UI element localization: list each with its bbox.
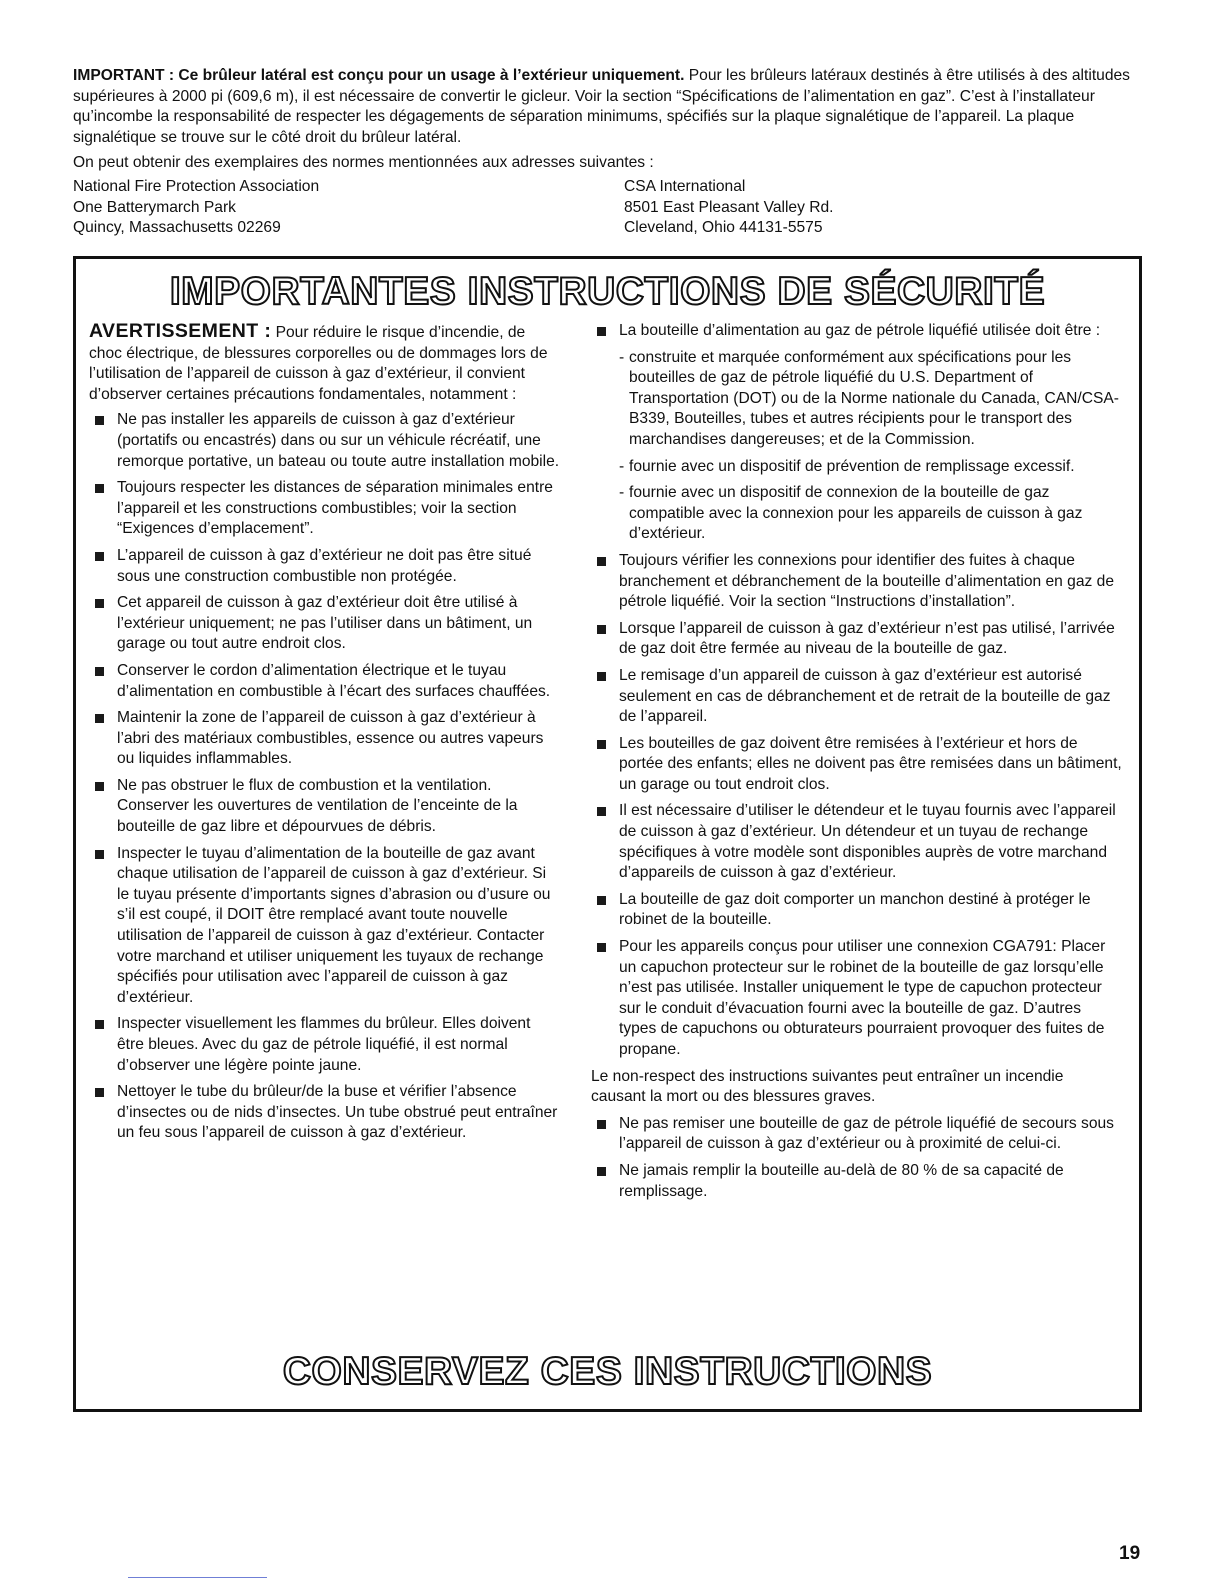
square-bullet-icon xyxy=(597,896,606,905)
list-item xyxy=(591,619,1122,660)
dash-marker: - xyxy=(619,484,625,502)
list-item-text: Ne jamais remplir la bouteille au-delà de 80 % de sa capacité de remplissage. xyxy=(619,1161,1064,1200)
list-item-text: Maintenir la zone de l’appareil de cuisson à gaz d’extérieur à l’abri des matériaux combustibles, essence ou autres vapeurs ou liquides inflammables. xyxy=(117,709,544,768)
list-item-text: Lorsque l’appareil de cuisson à gaz d’extérieur n’est pas utilisé, l’arrivée de gaz doit être fermée au niveau de la bouteille de gaz. xyxy=(619,619,1115,658)
square-bullet-icon xyxy=(95,714,104,723)
square-bullet-icon xyxy=(95,484,104,493)
list-item xyxy=(591,937,1122,1061)
square-bullet-icon xyxy=(597,327,606,336)
list-item-text: Les bouteilles de gaz doivent être remisées à l’extérieur et hors de portée des enfants; elles ne doivent pas être remisées dans un bâtiment, un garage ou tout endroit clos. xyxy=(619,734,1122,793)
list-item-text: Inspecter visuellement les flammes du brûleur. Elles doivent être bleues. Avec du gaz de pétrole liquéfié, il est normal d’observer une légère pointe jaune. xyxy=(117,1015,531,1074)
list-item xyxy=(89,776,561,838)
sub-list-item-text: fournie avec un dispositif de connexion de la bouteille de gaz compatible avec la connexion pour les appareils de cuisson à gaz d’extérieur. xyxy=(629,484,1083,543)
warning-paragraph xyxy=(89,321,561,405)
list-item-text: Le remisage d’un appareil de cuisson à gaz d’extérieur est autorisé seulement en cas de débranchement et de retrait de la bouteille de gaz de l’appareil. xyxy=(619,666,1111,726)
list-item-text: Ne pas installer les appareils de cuisson à gaz d’extérieur (portatifs ou encastrés) dans ou sur un véhicule récréatif, une remorque portative, un bateau ou toute autre installation mobile. xyxy=(117,411,560,470)
right-column xyxy=(591,321,1122,1208)
list-item-text: Inspecter le tuyau d’alimentation de la bouteille de gaz avant chaque utilisation de l’appareil de cuisson à gaz d’extérieur. Si le tuyau présente d’importants signes d’abrasion ou d’usure ou s’il est coupé, il DOIT être remplacé avant toute nouvelle utilisation de l’appareil de cuisson à gaz d’extérieur. Contacter votre marchand et utiliser uniquement les tuyaux de rechange spécifiés pour utilisation avec l’appareil de cuisson à gaz d’extérieur. xyxy=(117,844,551,1006)
list-item xyxy=(591,1161,1122,1202)
list-item-text: Ne pas obstruer le flux de combustion et la ventilation. Conserver les ouvertures de ventilation de l’enceinte de la bouteille de gaz libre et dépourvues de débris. xyxy=(117,776,518,836)
list-item-text: Toujours respecter les distances de séparation minimales entre l’appareil et les constructions combustibles; voir la section “Exigences d’emplacement”. xyxy=(117,479,553,538)
left-column xyxy=(89,321,561,1150)
address-line: National Fire Protection Association xyxy=(73,178,320,195)
list-item-text: Conserver le cordon d’alimentation électrique et le tuyau d’alimentation en combustible à l’écart des surfaces chauffées. xyxy=(117,661,551,700)
important-paragraph xyxy=(73,66,1143,148)
list-item xyxy=(89,1082,561,1144)
list-item-text: La bouteille de gaz doit comporter un manchon destiné à protéger le robinet de la bouteille. xyxy=(619,890,1091,929)
list-item xyxy=(591,551,1122,613)
list-item xyxy=(89,1014,561,1076)
warning-text: Pour réduire le risque d’incendie, de choc électrique, de blessures corporelles ou de dommages lors de l’utilisation de l’appareil de cuisson à gaz d’extérieur, il convient d’observer certaines précautions fondamentales, notamment : xyxy=(89,324,548,403)
left-safety-list xyxy=(89,410,561,1144)
bottom-divider xyxy=(128,1577,267,1578)
list-item xyxy=(591,890,1122,931)
important-label: IMPORTANT : Ce brûleur latéral est conçu pour un usage à l’extérieur uniquement. xyxy=(73,67,685,84)
square-bullet-icon xyxy=(597,557,606,566)
square-bullet-icon xyxy=(95,416,104,425)
sub-list-item-text: fournie avec un dispositif de prévention de remplissage excessif. xyxy=(629,457,1075,475)
intro-section xyxy=(73,66,1143,174)
sub-list-item xyxy=(619,483,1122,545)
address-csa xyxy=(624,177,834,239)
safety-title: IMPORTANTES INSTRUCTIONS DE SÉCURITÉ xyxy=(169,270,1046,313)
square-bullet-icon xyxy=(95,599,104,608)
square-bullet-icon xyxy=(597,740,606,749)
warning-label: AVERTISSEMENT : xyxy=(89,320,272,342)
square-bullet-icon xyxy=(597,1120,606,1129)
save-instructions-footer: CONSERVEZ CES INSTRUCTIONS xyxy=(282,1350,933,1393)
sub-list-item-text: construite et marquée conformément aux spécifications pour les bouteilles de gaz de pétrole liquéfié du U.S. Department of Transportation (DOT) ou de la Norme nationale du Canada, CAN/CSA-B339, Bouteilles, tubes et autres récipients pour le transport des marchandises dangereuses; et de la Commission. xyxy=(629,348,1119,448)
address-line: 8501 East Pleasant Valley Rd. xyxy=(624,198,834,216)
square-bullet-icon xyxy=(597,1167,606,1176)
list-item-text: Toujours vérifier les connexions pour identifier des fuites à chaque branchement et débranchement de la bouteille d’alimentation en gaz de pétrole liquéfié. Voir la section “Instructions d’installation”. xyxy=(619,551,1115,611)
list-item-text: Ne pas remiser une bouteille de gaz de pétrole liquéfié de secours sous l’appareil de cuisson à gaz d’extérieur ou à proximité de celui-ci. xyxy=(619,1114,1114,1153)
list-item-text: Cet appareil de cuisson à gaz d’extérieur doit être utilisé à l’extérieur uniquement; ne pas l’utiliser dans un bâtiment, un garage ou tout autre endroit clos. xyxy=(117,594,533,653)
list-item xyxy=(89,546,561,587)
list-item xyxy=(591,734,1122,796)
address-line: One Batterymarch Park xyxy=(73,198,236,216)
standards-paragraph: On peut obtenir des exemplaires des normes mentionnées aux adresses suivantes : xyxy=(73,154,654,171)
square-bullet-icon xyxy=(95,782,104,791)
square-bullet-icon xyxy=(597,807,606,816)
list-item xyxy=(591,666,1122,728)
list-item xyxy=(591,321,1122,545)
address-nfpa xyxy=(73,177,319,239)
list-item xyxy=(89,844,561,1009)
non-respect-warning: Le non-respect des instructions suivantes peut entraîner un incendie causant la mort ou des blessures graves. xyxy=(591,1067,1064,1106)
list-item xyxy=(89,478,561,540)
list-item-text: Pour les appareils conçus pour utiliser une connexion CGA791: Placer un capuchon protecteur sur le robinet de la bouteille de gaz lorsqu’elle n’est pas utilisée. Installer uniquement le type de capuchon protecteur sur le conduit d’évacuation fourni avec la bouteille de gaz. D’autres types de capuchons ou obturateurs pourraient provoquer des fuites de propane. xyxy=(619,938,1106,1058)
cylinder-requirements-list xyxy=(619,348,1122,545)
right-safety-list xyxy=(591,321,1122,1061)
square-bullet-icon xyxy=(95,850,104,859)
square-bullet-icon xyxy=(95,1088,104,1097)
final-safety-list xyxy=(591,1114,1122,1202)
list-item xyxy=(89,593,561,655)
list-item-text: La bouteille d’alimentation au gaz de pétrole liquéfié utilisée doit être : xyxy=(619,322,1101,339)
square-bullet-icon xyxy=(95,1020,104,1029)
list-item xyxy=(591,1114,1122,1155)
list-item xyxy=(89,708,561,770)
square-bullet-icon xyxy=(597,672,606,681)
square-bullet-icon xyxy=(95,667,104,676)
sub-list-item xyxy=(619,348,1122,451)
square-bullet-icon xyxy=(95,552,104,561)
list-item-text: L’appareil de cuisson à gaz d’extérieur ne doit pas être situé sous une construction combustible non protégée. xyxy=(117,546,532,585)
list-item-text: Nettoyer le tube du brûleur/de la buse et vérifier l’absence d’insectes ou de nids d’insectes. Un tube obstrué peut entraîner un feu sous l’appareil de cuisson à gaz d’extérieur. xyxy=(117,1083,558,1142)
list-item xyxy=(591,801,1122,883)
square-bullet-icon xyxy=(597,625,606,634)
address-line: CSA International xyxy=(624,178,746,195)
page-number: 19 xyxy=(1119,1543,1141,1564)
address-line: Quincy, Massachusetts 02269 xyxy=(73,219,281,236)
list-item xyxy=(89,661,561,702)
address-line: Cleveland, Ohio 44131-5575 xyxy=(624,219,823,236)
sub-list-item xyxy=(619,457,1122,478)
list-item-text: Il est nécessaire d’utiliser le détendeur et le tuyau fournis avec l’appareil de cuisson à gaz d’extérieur. Un détendeur et un tuyau de rechange spécifiques à votre modèle sont disponibles auprès de votre marchand d’appareils de cuisson à gaz d’extérieur. xyxy=(619,802,1116,882)
square-bullet-icon xyxy=(597,943,606,952)
dash-marker: - xyxy=(619,457,625,475)
list-item xyxy=(89,410,561,472)
safety-instructions-box xyxy=(73,256,1142,1412)
dash-marker: - xyxy=(619,348,625,366)
important-text: Pour les brûleurs latéraux destinés à être utilisés à des altitudes supérieures à 2000 pi (609,6 m), il est nécessaire de convertir le gicleur. Voir la section “Spécifications de l’alimentation en gaz”. C’est à l’installateur qu’incombe la responsabilité de respecter les dégagements de séparation minimums, spécifiés sur la plaque signalétique de l’appareil. La plaque signalétique se trouve sur le côté droit du brûleur latéral. xyxy=(73,67,1130,146)
